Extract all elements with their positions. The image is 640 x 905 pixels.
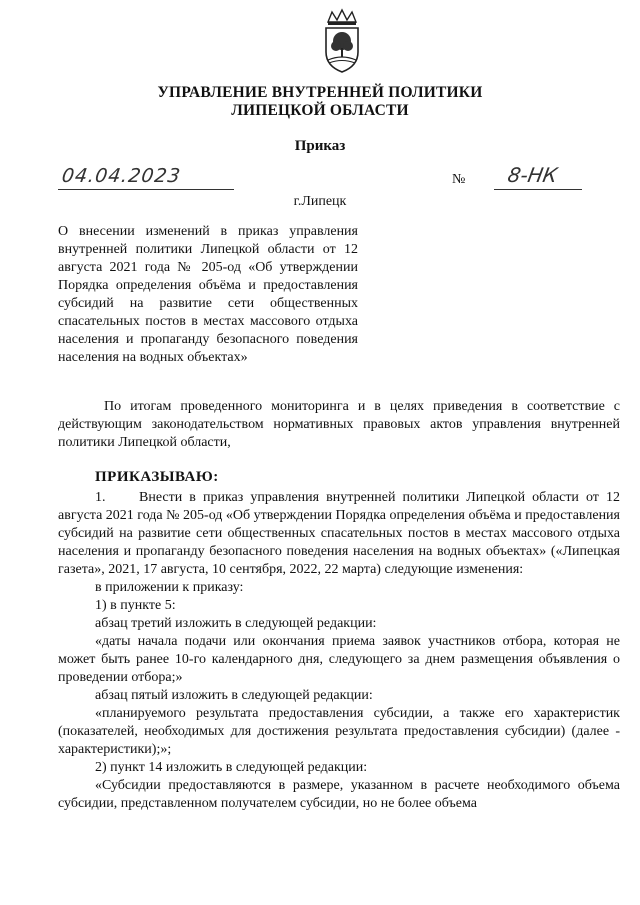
body-paragraph: в приложении к приказу: [95, 580, 244, 595]
number-label: № [452, 172, 466, 187]
document-subject: О внесении изменений в приказ управления внутренней политики Липецкой области от 12 августа 2021 года № 205-од «Об утверждении Порядка определения объёма и предоставления субсидий на развитие сети общественных спасательных постов в местах массового отдыха населения и пропаганду безопасного поведения населения на водных объектах» [58, 224, 358, 365]
body-paragraph: абзац третий изложить в следующей редакции: [95, 616, 377, 631]
body-paragraph: абзац пятый изложить в следующей редакции: [95, 688, 373, 703]
body-paragraph: «даты начала подачи или окончания приема заявок участников отбора, которая не может быть ранее 10-го календарного дня, следующего за днем размещения объявления о проведении отбора;» [58, 634, 620, 685]
body-paragraph: «Субсидии предоставляются в размере, указанном в расчете необходимого объема субсидии, представленном получателем субсидии, но не более объема [58, 778, 620, 811]
preamble: По итогам проведенного мониторинга и в целях приведения в соответствие с действующим законодательством нормативных правовых актов управления внутренней политики Липецкой области, [58, 399, 620, 450]
date-underline [58, 189, 234, 190]
city: г.Липецк [293, 194, 347, 209]
number-underline [494, 189, 582, 190]
clause-1-number: 1. [95, 490, 106, 505]
order-heading: ПРИКАЗЫВАЮ: [95, 469, 219, 485]
body-paragraph: 2) пункт 14 изложить в следующей редакции: [95, 760, 368, 775]
org-name-line1: УПРАВЛЕНИЕ ВНУТРЕННЕЙ ПОЛИТИКИ [157, 84, 483, 101]
handwritten-number: 8-НК [505, 163, 560, 187]
body-paragraph: 1) в пункте 5: [95, 598, 176, 613]
clause-1 [58, 489, 620, 579]
org-name-line2: ЛИПЕЦКОЙ ОБЛАСТИ [231, 102, 409, 119]
clause-1-text: Внести в приказ управления внутренней политики Липецкой области от 12 августа 2021 года № 205-од «Об утверждении Порядка определения объёма и предоставления субсидий на развитие сети общественных спасательных постов в местах массового отдыха населения и пропаганду безопасного поведения населения на водных объектах» («Липецкая газета», 2021, 17 августа, 10 сентября, 2022, 22 марта) следующие изменения: [58, 490, 620, 577]
document-type: Приказ [294, 138, 346, 154]
lipetsk-coat-of-arms-icon [320, 8, 364, 74]
body-paragraph: «планируемого результата предоставления субсидии, а также его характеристик (показателей, необходимых для достижения результата предоставления субсидии) (далее - характеристики);»; [58, 706, 620, 757]
handwritten-date: 04.04.2023 [60, 165, 183, 187]
document-body [58, 489, 620, 813]
